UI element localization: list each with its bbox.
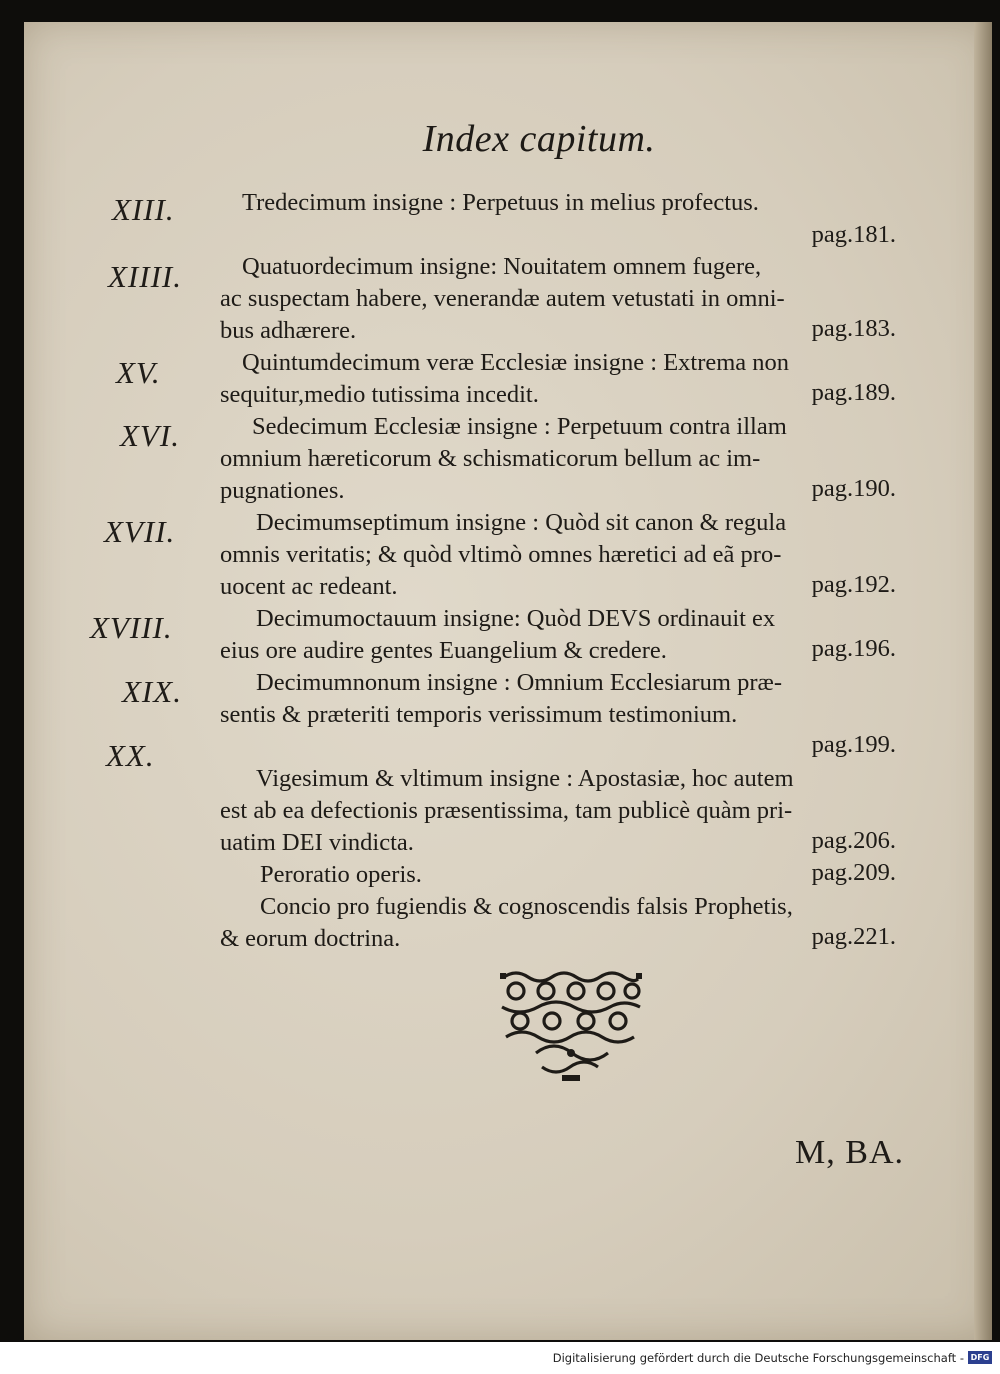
entry-page-ref: pag.209. — [811, 859, 896, 886]
entry-text-line: est ab ea defectionis præsentissima, tam publicè quàm pri- — [220, 797, 793, 824]
entry-text-line: & eorum doctrina. — [220, 925, 401, 952]
entry-text-line: Decimumoctauum insigne: Quòd DEVS ordinauit ex — [256, 605, 776, 632]
entry-text-line: sentis & præteriti temporis verissimum testimonium. — [220, 701, 738, 728]
footer-bar — [0, 1342, 1000, 1374]
funding-notice: Digitalisierung gefördert durch die Deutsche Forschungsgemeinschaft - — [552, 1351, 964, 1365]
chapter-numeral: XVI. — [120, 418, 180, 453]
entry-page-ref: pag.192. — [811, 571, 896, 598]
printers-ornament-icon — [496, 967, 646, 1087]
chapter-numeral: XX. — [106, 738, 155, 773]
entry-text-line: uatim DEI vindicta. — [220, 829, 414, 856]
entry-text-line: Quatuordecimum insigne: Nouitatem omnem fugere, — [242, 253, 762, 280]
page-title: Index capitum. — [422, 118, 656, 160]
entry-text-line: Concio pro fugiendis & cognoscendis falsis Prophetis, — [260, 893, 793, 920]
entry-text-line: omnis veritatis; & quòd vltimò omnes hæretici ad eã pro- — [220, 541, 782, 568]
entry-text-line: Decimumseptimum insigne : Quòd sit canon & regula — [256, 509, 787, 536]
chapter-numeral: XIX. — [122, 674, 182, 709]
chapter-numeral: XVIII. — [90, 610, 173, 645]
entry-page-ref: pag.221. — [811, 923, 896, 950]
entry-text-line: Decimumnonum insigne : Omnium Ecclesiarum præ- — [256, 669, 782, 696]
entry-page-ref: pag.183. — [811, 315, 896, 342]
entry-text-line: uocent ac redeant. — [220, 573, 398, 600]
entry-text-line: Quintumdecimum veræ Ecclesiæ insigne : Extrema non — [242, 349, 790, 376]
entry-page-ref: pag.206. — [811, 827, 896, 854]
entry-text-line: pugnationes. — [220, 477, 345, 504]
entry-page-ref: pag.181. — [811, 221, 896, 248]
chapter-numeral: XIIII. — [108, 259, 182, 294]
entry-page-ref: pag.189. — [811, 379, 896, 406]
entry-page-ref: pag.196. — [811, 635, 896, 662]
entry-text-line: eius ore audire gentes Euangelium & credere. — [220, 637, 667, 664]
chapter-numeral: XVII. — [104, 514, 176, 549]
entry-text-line: Sedecimum Ecclesiæ insigne : Perpetuum contra illam — [252, 413, 787, 440]
entry-text-line: bus adhærere. — [220, 317, 357, 344]
entry-text-line: Vigesimum & vltimum insigne : Apostasiæ, hoc autem — [256, 765, 794, 792]
page-gutter-shadow — [974, 22, 992, 1340]
entry-text-line: sequitur,medio tutissima incedit. — [220, 381, 539, 408]
entry-page-ref: pag.190. — [811, 475, 896, 502]
entry-text-line: Tredecimum insigne : Perpetuus in melius profectus. — [242, 189, 759, 216]
book-page — [24, 22, 992, 1340]
chapter-numeral: XV. — [116, 355, 161, 390]
signature-mark: M, BA. — [795, 1134, 904, 1171]
entry-page-ref: pag.199. — [811, 731, 896, 758]
entry-text-line: ac suspectam habere, venerandæ autem vetustati in omni- — [220, 285, 785, 312]
chapter-numeral: XIII. — [112, 192, 175, 227]
entry-text-line: omnium hæreticorum & schismaticorum bellum ac im- — [220, 445, 761, 472]
dfg-logo-icon: DFG — [968, 1351, 992, 1364]
entry-text-line: Peroratio operis. — [260, 861, 422, 888]
